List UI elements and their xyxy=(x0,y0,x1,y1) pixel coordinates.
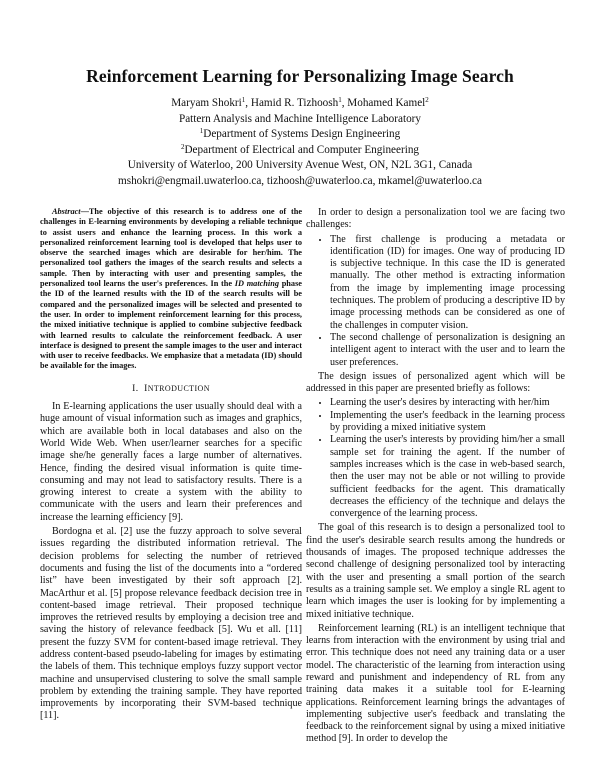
list-item: • Learning the user's interests by providing him/her a small sample set for training the agent. If the number of samples increases which is the case in web-based search, then the user may not be able or not willing to provide sufficient feedbacks for the agent. This dramatically decreases the efficiency of the technique and delays the convergence of the learning process. xyxy=(330,434,565,520)
left-column xyxy=(40,207,302,725)
affiliation-mark: 1 xyxy=(241,96,246,104)
section-heading-introduction: I. INTRODUCTION xyxy=(132,382,210,394)
author-emails: mshokri@engmail.uwaterloo.ca, tizhoosh@uwaterloo.ca, mkamel@uwaterloo.ca xyxy=(118,174,482,187)
abstract-label: Abstract xyxy=(52,207,81,216)
author-name: Maryam Shokri xyxy=(171,97,242,109)
author-names: Maryam Shokri$^1$, Hamid R. Tizhoosh$^1$, Mohamed Kamel$^2$ xyxy=(171,96,429,109)
right-column xyxy=(306,207,565,748)
list-item: • Learning the user's desires by interacting with her/him xyxy=(330,397,565,409)
affiliation-2: $^2$Department of Electrical and Computer Engineering xyxy=(180,142,420,156)
body-paragraph: Bordogna et al. [2] use the fuzzy approach to solve several issues regarding the distributed information retrieval. The decision problems for selecting the number of retrieved documents and fusing the list of the documents into a “ordered list” have been investigated by their soft approach [2]. MacArthur et al. [5] propose relevance feedback decision tree in content-based image retrieval. Their proposed technique improves the retrieved results by employing a decision tree and saving the history of relevance feedback [5]. Wu et all. [11] present the fuzzy SVM for content-based image retrieval. They address content-based pseudo-labeling for images by estimating the labels of them. This technique employs fuzzy support vector machine and unsupervised clustering to solve the small sample problem by extending the training sample. They have reported improvements by incorporating their SVM-based technique [11]. xyxy=(40,526,302,722)
body-paragraph: The design issues of personalized agent which will be addressed in this paper are presented briefly as follows: xyxy=(306,370,565,395)
list-item: • Implementing the user's feedback in the learning process by providing a mixed initiative system xyxy=(330,410,565,435)
design-issue-list xyxy=(306,397,565,520)
abstract-text: The objective of this research is to address one of the challenges in E-learning environments by developing a reliable technique to assist users and enhance the learning process. In this work a personalized reinforcement learning tool is developed that helps user to observe the searched images which are desirable for her/him. The personalized tool gathers the images of the search results and selects a sample. Then by interacting with user and presenting samples, the personalized tool learns the user's preferences. In the xyxy=(40,207,302,289)
abstract-italic: ID matching xyxy=(234,279,279,289)
paper-title: Reinforcement Learning for Personalizing Image Search xyxy=(86,66,514,86)
body-paragraph: Reinforcement learning (RL) is an intelligent technique that learns from interaction with the environment by using trial and error. This technique does not need any training data or a user model. The characteristic of the learning from interaction using reward and punishment and independency of RL from any training data makes it a suitable tool for E-learning applications. Reinforcement learning brings the advantages of implementing subjective user's feedback and translating the feedback to the reinforcement signal by using a mixed initiative method [9]. In order to develop the xyxy=(306,622,565,745)
affiliation-mark: 1 xyxy=(199,127,204,135)
list-item: • The first challenge is producing a metadata or identification (ID) for images. One way of producing ID is subjective technique. In this case the ID is generated manually. The other method is extracting information from the image by implementing image processing techniques. The problem of producing a descriptive ID by image processing methods can be considered as one of the challenges in computer vision. xyxy=(330,234,565,332)
affiliation-mark: 2 xyxy=(425,96,429,104)
body-paragraph: The goal of this research is to design a personalized tool to find the user's desirable search results among the hundreds or thousands of images. The proposed technique addresses the second challenge of designing personalized tool by interacting with the user and presenting a small portion of the search results as a training sample set. We employ a single RL agent to learn which images the user is looking for by implementing a mixed initiative technique. xyxy=(306,522,565,620)
author-block xyxy=(40,96,560,189)
affiliation-mark: 2 xyxy=(180,142,185,151)
list-item: • The second challenge of personalization is designing an intelligent agent to interact with the user and to learn the user preferences. xyxy=(330,332,565,369)
author-name: Hamid R. Tizhoosh xyxy=(250,97,339,109)
affiliation-mark: 1 xyxy=(338,96,342,104)
lab-name: Pattern Analysis and Machine Intelligence Laboratory xyxy=(178,112,421,125)
abstract: Abstract—The objective of this research is to address one of the challenges in E-learning environments by developing a reliable technique to assist users and enhance the learning process. In this work a personalized reinforcement learning tool is developed that helps user to observe the searched images which are desirable for her/him. The personalized tool gathers the images of the search results and selects a sample. Then by interacting with user and presenting samples, the personalized tool learns the user's preferences. In the ID matching phase the ID of the learned results with the ID of the search results will be compared and the personalized images will be selected and presented to the user. In order to implement reinforcement learning for this process, the mixed initiative technique is applied to combine subjective feedback with learned results to calculate the reinforcement feedback. A user interface is designed to present the sample images to the user and interact with user to receive feedbacks. We emphasize that a metadata (ID) should be available for the images. xyxy=(40,207,302,371)
body-paragraph: In order to design a personalization tool we are facing two challenges: xyxy=(306,207,565,231)
affiliation-1: $^1$Department of Systems Design Engineering xyxy=(199,127,401,140)
challenge-list xyxy=(306,234,565,369)
body-paragraph: In E-learning applications the user usually should deal with a huge amount of visual information such as images and graphics, which are available both in local databases and also on the World Wide Web. When user/learner searches for a specific image she/he generally faces a large number of alternatives. Hence, finding the desired visual information is quite time-consuming and may not lead to satisfactory results. There is a growing interest to create a system with the ability to communicate with the users and learn their preferences and increase the learning efficiency [9]. xyxy=(40,401,302,523)
university-address: University of Waterloo, 200 University Avenue West, ON, N2L 3G1, Canada xyxy=(127,159,473,171)
author-name: Mohamed Kamel xyxy=(347,97,426,109)
